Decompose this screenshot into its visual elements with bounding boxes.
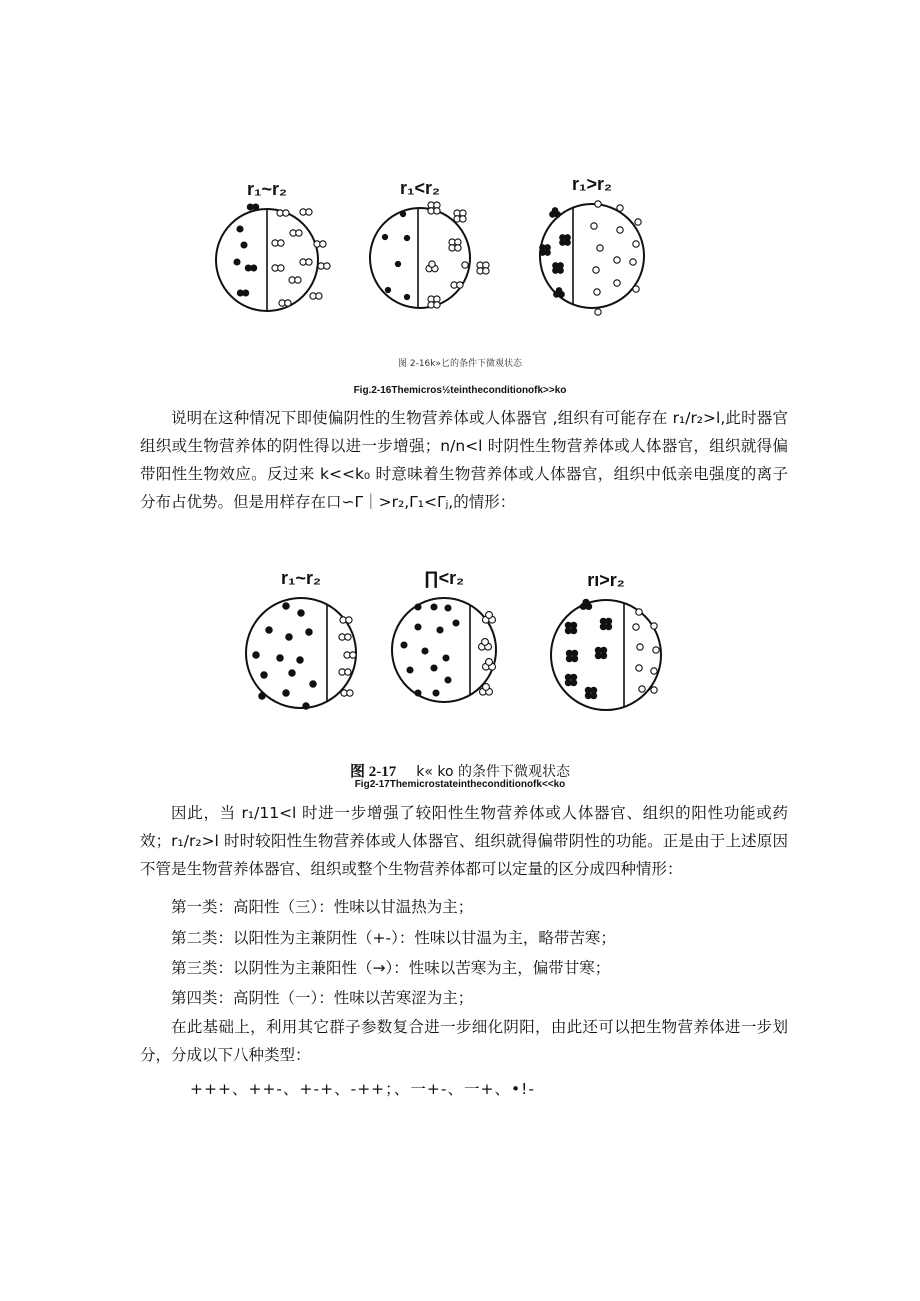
figure-2-16	[0, 150, 920, 335]
fig16-circle-greater-label: r₁>r₂	[572, 174, 612, 194]
figure-2-17-caption-text: k« ko 的条件下微观状态	[416, 764, 570, 780]
fig16-circle-less	[370, 178, 489, 308]
fig16-circle-less-label: r₁<r₂	[400, 178, 440, 198]
figure-2-17	[0, 555, 920, 725]
figure-2-16-caption-cn: 图 2-16k»匕的条件下微观状态	[397, 359, 522, 369]
fig17-circle-less	[392, 568, 496, 702]
types-line: +++、++-、+-+、-++；、一+-、一+、•!-	[190, 1080, 535, 1098]
fig17-circle-equal-label: r₁~r₂	[281, 568, 321, 588]
category-4: 第四类：高阴性（一）：性味以苦寒涩为主；	[171, 989, 474, 1007]
paragraph-2: 因此，当 r₁/11<l 时进一步增强了较阳性生物营养体或人体器官、组织的阳性功能或药效；r₁/r₂>l 时时较阳性生物营养体或人体器官、组织就得偏带阴性的功能。正是由于上述原因不管是生物营养体器官、组织或整个生物营养体都可以定量的区分成四种情形：	[140, 804, 788, 878]
paragraph-3: 在此基础上，利用其它群子参数复合进一步细化阴阳，由此还可以把生物营养体进一步划分，分成以下八种类型：	[140, 1018, 788, 1064]
figure-2-17-caption-cn	[0, 760, 920, 781]
figure-2-16-caption-en: Fig.2-16Themicros½teintheconditionofk>>ko	[353, 385, 567, 396]
fig16-circle-equal	[216, 179, 330, 311]
paragraph-1: 说明在这种情况下即使偏阴性的生物营养体或人体器官 ,组织有可能存在 r₁/r₂>l,此时器官组织或生物营养体的阴性得以进一步增强；n/n<l 时阴性生物营养体或人体器官，组织就得偏带阳性生物效应。反过来 k<<k₀ 时意味着生物营养体或人体器官，组织中低亲电强度的离子分布占优势。但是用样存在口∽Γ｜>r₂,Γ₁<Γⱼ,的情形：	[140, 409, 788, 511]
fig16-circle-equal-label: r₁~r₂	[247, 179, 287, 199]
fig17-circle-equal	[246, 568, 356, 709]
figure-2-17-caption-en: Fig2-17Themicrostateintheconditionofk<<ko	[354, 779, 566, 790]
fig17-circle-greater-label: rı>r₂	[587, 570, 625, 590]
category-2: 第二类：以阳性为主兼阴性（+-）：性味以甘温为主，略带苦寒；	[171, 929, 616, 947]
category-1: 第一类：高阳性（三）：性味以甘温热为主；	[171, 898, 474, 916]
figure-2-17-number: 图 2-17	[350, 764, 397, 780]
fig17-circle-greater	[551, 570, 661, 710]
fig16-circle-greater	[540, 174, 644, 315]
category-3: 第三类：以阴性为主兼阳性（→）：性味以苦寒为主，偏带甘寒；	[171, 959, 611, 977]
fig17-circle-less-label: ∏<r₂	[423, 568, 465, 588]
